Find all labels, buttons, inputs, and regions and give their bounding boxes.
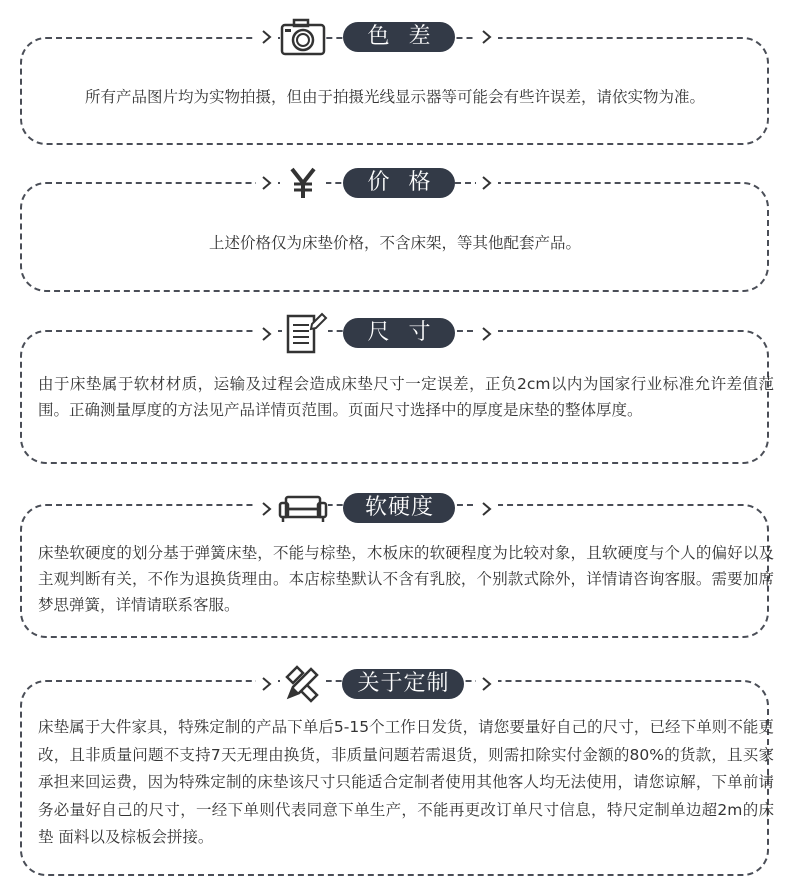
arrow-right-icon xyxy=(256,501,278,517)
sofa-icon xyxy=(278,490,328,526)
notice-text: 上述价格仅为床垫价格，不含床架，等其他配套产品。 xyxy=(208,234,581,252)
notice-size xyxy=(0,310,790,480)
document-icon xyxy=(282,310,328,356)
arrow-right-icon xyxy=(476,676,498,692)
section-title-badge: 关于定制 xyxy=(342,669,464,699)
arrow-right-icon xyxy=(256,326,278,342)
section-title-badge: 价 格 xyxy=(343,168,455,198)
section-title-badge: 尺 寸 xyxy=(343,318,455,348)
camera-icon xyxy=(280,17,326,57)
arrow-right-icon xyxy=(476,175,498,191)
notice-price xyxy=(0,150,790,300)
arrow-right-icon xyxy=(476,501,498,517)
arrow-right-icon xyxy=(476,29,498,45)
arrow-right-icon xyxy=(256,29,278,45)
notice-text: 床垫属于大件家具，特殊定制的产品下单后5-15个工作日发货，请您要量好自己的尺寸，已经下单则不能更改，且非质量问题不支持7天无理由换货，非质量问题若需退货，则需扣除实付金额的80%的货款，且买家承担来回运费，因为特殊定制的床垫该尺寸只能适合定制者使用其他客人均无法使用，请您谅解，下单前请务必量好自己的尺寸，一经下单则代表同意下单生产，不能再更改订单尺寸信息，特尺定制单边超2m的床垫 面料以及棕板会拼接。 xyxy=(38,718,774,846)
yen-icon xyxy=(280,163,326,203)
section-title-badge: 色 差 xyxy=(343,22,455,52)
notice-customization xyxy=(0,660,790,881)
notice-firmness xyxy=(0,490,790,650)
notice-color-difference xyxy=(0,0,790,150)
notice-text: 由于床垫属于软材材质，运输及过程会造成床垫尺寸一定误差，正负2cm以内为国家行业标准允许差值范围。正确测量厚度的方法见产品详情页范围。页面尺寸选择中的厚度是床垫的整体厚度。 xyxy=(38,375,774,419)
notice-text: 所有产品图片均为实物拍摄，但由于拍摄光线显示器等可能会有些许误差，请依实物为准。 xyxy=(84,88,705,106)
arrow-right-icon xyxy=(256,676,278,692)
arrow-right-icon xyxy=(256,175,278,191)
pencil-ruler-icon xyxy=(280,663,326,703)
notice-text: 床垫软硬度的划分基于弹簧床垫，不能与棕垫，木板床的软硬程度为比较对象，且软硬度与个人的偏好以及主观判断有关，不作为退换货理由。本店棕垫默认不含有乳胶，个别款式除外，详情请咨询客服。需要加席梦思弹簧，详情请联系客服。 xyxy=(38,544,774,614)
section-title-badge: 软硬度 xyxy=(343,493,455,523)
arrow-right-icon xyxy=(476,326,498,342)
